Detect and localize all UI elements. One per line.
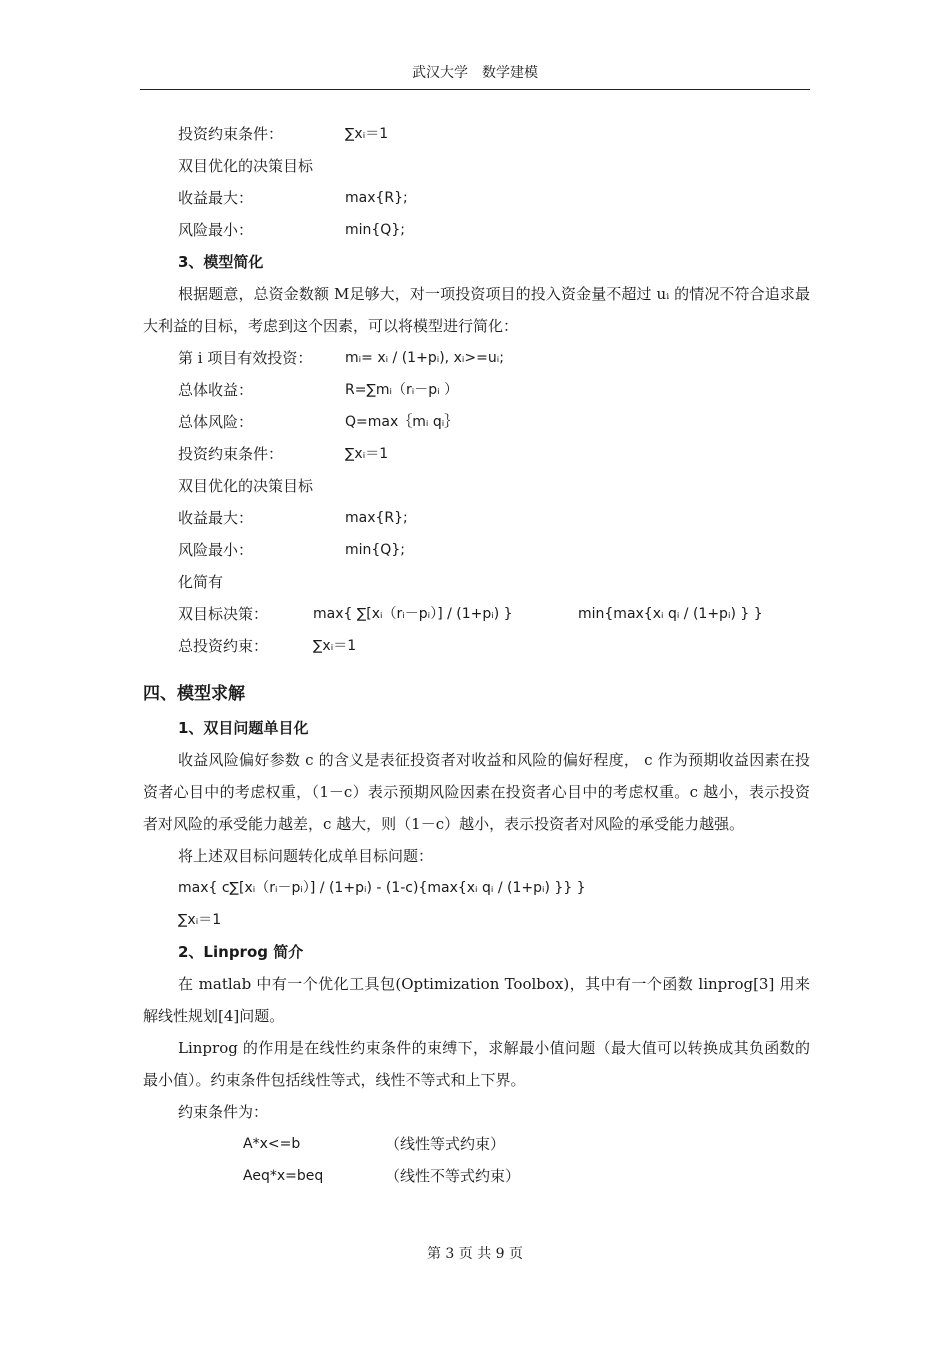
- row-value: max{R};: [345, 190, 408, 206]
- page-header: 武汉大学 数学建模: [140, 60, 810, 90]
- block2-row6: [143, 502, 810, 534]
- row-label: 收益最大：: [178, 189, 254, 207]
- row-label: 收益最大：: [178, 509, 254, 527]
- page-footer: 第 3 页 共 9 页: [426, 1246, 524, 1262]
- page-content: [143, 118, 810, 1192]
- constraint-note: （线性不等式约束）: [385, 1167, 521, 1185]
- row-value: min{Q};: [345, 222, 405, 238]
- block1-row4: [143, 214, 810, 246]
- row-label: 总投资约束：: [178, 637, 269, 655]
- block2-row5: 双目优化的决策目标: [178, 477, 314, 495]
- row-label: 第 i 项目有效投资：: [178, 349, 313, 367]
- subsection-2-title: 2、Linprog 简介: [178, 943, 304, 961]
- block2-row8: 化简有: [178, 573, 224, 591]
- block2-row1: [143, 342, 810, 374]
- block1-row2: 双目优化的决策目标: [178, 157, 314, 175]
- objective-formula: max{ c∑[xᵢ（rᵢ－pᵢ）] / (1+pᵢ) - (1-c){max{xᵢ qᵢ / (1+pᵢ) }} }: [178, 880, 586, 896]
- block2-row3: [143, 406, 810, 438]
- row-value: ∑xᵢ＝1: [345, 126, 389, 142]
- subsection-2-paragraph-2: Linprog 的作用是在线性约束条件的束缚下，求解最小值问题（最大值可以转换成其负函数的最小值）。约束条件包括线性等式，线性不等式和上下界。: [143, 1039, 810, 1089]
- row-label: 投资约束条件：: [178, 125, 284, 143]
- block2-row10: [143, 630, 810, 662]
- block2-row2: [143, 374, 810, 406]
- subsection-1-intro: 将上述双目标问题转化成单目标问题：: [178, 847, 434, 865]
- section-3-title: 3、模型简化: [178, 253, 264, 271]
- row-value: ∑xᵢ＝1: [345, 446, 389, 462]
- row-value: R=∑mᵢ（rᵢ－pᵢ ）: [345, 382, 459, 398]
- row-value: max{R};: [345, 510, 408, 526]
- constraint-expr: Aeq*x=beq: [243, 1168, 324, 1184]
- row-value: mᵢ= xᵢ / (1+pᵢ), xᵢ>=uᵢ;: [345, 350, 504, 366]
- subsection-2-paragraph-1: 在 matlab 中有一个优化工具包(Optimization Toolbox)，其中有一个函数 linprog[3] 用来解线性规划[4]问题。: [143, 975, 810, 1025]
- constraint-row-2: [143, 1160, 810, 1192]
- constraints-intro: 约束条件为：: [178, 1103, 269, 1121]
- row-value-max: max{ ∑[xᵢ（rᵢ－pᵢ）] / (1+pᵢ) }: [313, 606, 513, 622]
- block1-row3: [143, 182, 810, 214]
- block2-row7: [143, 534, 810, 566]
- block2-row9: [143, 598, 810, 630]
- section-4-title: 四、模型求解: [143, 684, 245, 704]
- row-label: 投资约束条件：: [178, 445, 284, 463]
- row-value: Q=max｛mᵢ qᵢ｝: [345, 414, 459, 430]
- row-value: ∑xᵢ＝1: [313, 638, 357, 654]
- row-label: 风险最小：: [178, 221, 254, 239]
- row-label: 风险最小：: [178, 541, 254, 559]
- constraint-row-1: [143, 1128, 810, 1160]
- constraint-note: （线性等式约束）: [385, 1135, 506, 1153]
- row-label: 总体风险：: [178, 413, 254, 431]
- subsection-1-title: 1、双目问题单目化: [178, 719, 309, 737]
- section-3-paragraph: 根据题意，总资金数额 M足够大，对一项投资项目的投入资金量不超过 uᵢ 的情况不符合追求最大利益的目标，考虑到这个因素，可以将模型进行简化：: [143, 285, 810, 335]
- row-label: 总体收益：: [178, 381, 254, 399]
- row-label: 双目标决策：: [178, 605, 269, 623]
- constraint-expr: A*x<=b: [243, 1136, 301, 1152]
- subsection-1-paragraph: 收益风险偏好参数 c 的含义是表征投资者对收益和风险的偏好程度， c 作为预期收益因素在投资者心目中的考虑权重，（1－c）表示预期风险因素在投资者心目中的考虑权重。c 越小，表示投资者对风险的承受能力越差，c 越大，则（1－c）越小，表示投资者对风险的承受能力越强。: [143, 751, 810, 833]
- block2-row4: [143, 438, 810, 470]
- sum-constraint: ∑xᵢ＝1: [178, 912, 222, 928]
- row-value-min: min{max{xᵢ qᵢ / (1+pᵢ) } }: [578, 606, 763, 622]
- row-value: min{Q};: [345, 542, 405, 558]
- block1-row1: [143, 118, 810, 150]
